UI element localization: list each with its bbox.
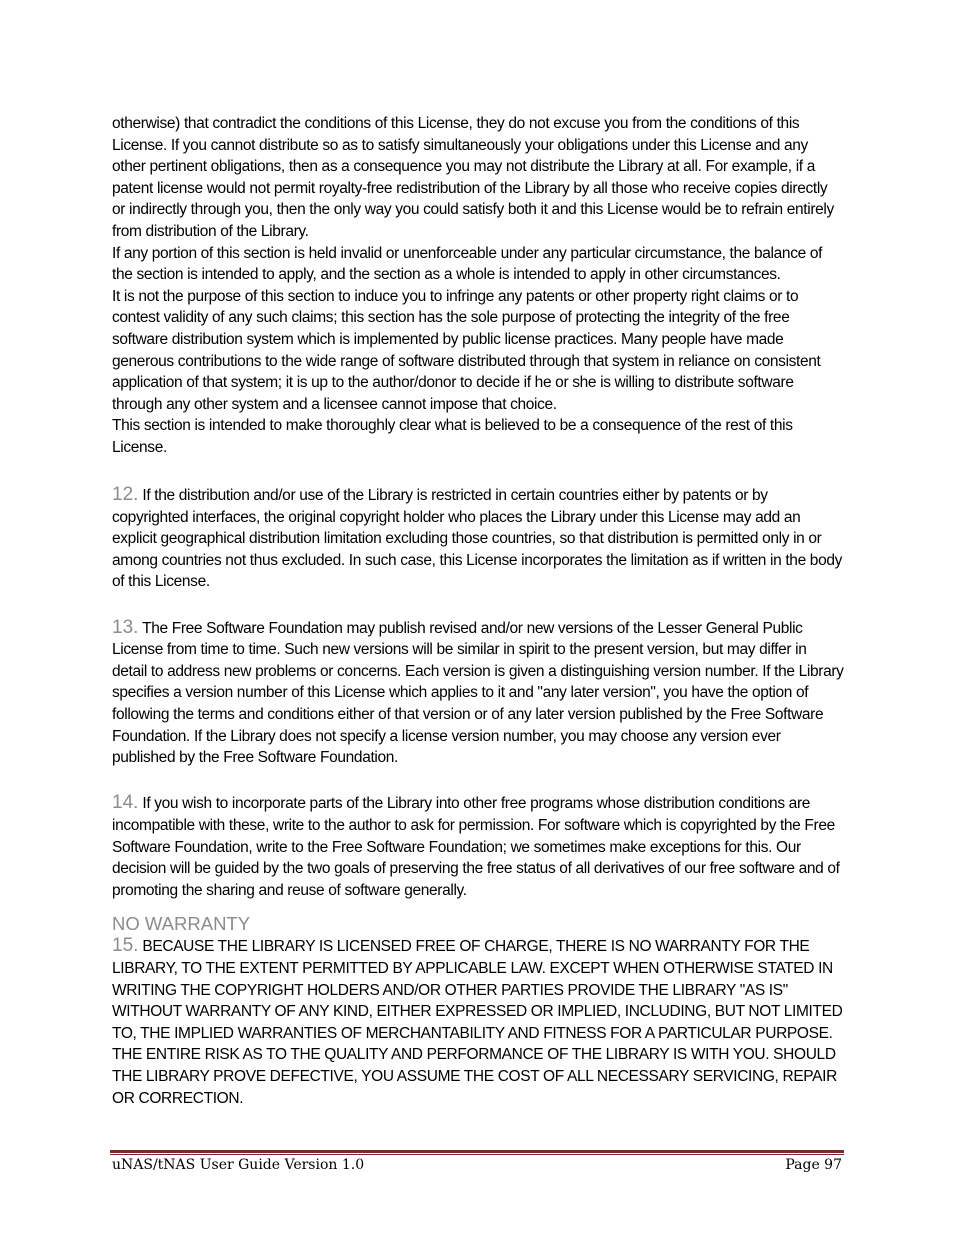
section-text: BECAUSE THE LIBRARY IS LICENSED FREE OF CHARGE, THERE IS NO WARRANTY FOR THE LIBRARY, TO THE EXTENT PERMITTED BY APPLICABLE LAW. EXCEPT WHEN OTHERWISE STATED IN WRITING THE COPYRIGHT HOLDERS AND/OR OTHER PARTIES PROVIDE THE LIBRARY "AS IS" WITHOUT WARRANTY OF ANY KIND, EITHER EXPRESSED OR IMPLIED, INCLUDING, BUT NOT LIMITED TO, THE IMPLIED WARRANTIES OF MERCHANTABILITY AND FITNESS FOR A PARTICULAR PURPOSE. THE ENTIRE RISK AS TO THE QUALITY AND PERFORMANCE OF THE LIBRARY IS WITH YOU. SHOULD THE LIBRARY PROVE DEFECTIVE, YOU ASSUME THE COST OF ALL NECESSARY SERVICING, REPAIR OR CORRECTION.	[112, 938, 843, 1107]
section-number: 15.	[112, 935, 139, 957]
section-text: If you wish to incorporate parts of the Library into other free programs whose distribution conditions are incompatible with these, write to the author to ask for permission. For software which is copyrighted by the Free Software Foundation, write to the Free Software Foundation; we sometimes make exceptions for this. Our decision will be guided by the two goals of preserving the free status of all derivatives of our free software and of promoting the sharing and reuse of software generally.	[112, 795, 840, 899]
paragraph-consequence: This section is intended to make thoroughly clear what is believed to be a consequence of the rest of this License.	[112, 417, 793, 456]
paragraph-invalid-portion: If any portion of this section is held invalid or unenforceable under any particular circumstance, the balance of the section is intended to apply, and the section as a whole is intended to apply in other circumstances.	[112, 244, 823, 284]
section-number: 13.	[112, 616, 139, 638]
paragraph-purpose: It is not the purpose of this section to induce you to infringe any patents or other property right claims or to contest validity of any such claims; this section has the sole purpose of protecting the integrity of the free software distribution system which is implemented by public license practices. Many people have made generous contributions to the wide range of software distributed through that system in reliance on consistent application of that system; it is up to the author/donor to decide if he or she is willing to distribute software through any other system and a licensee cannot impose that choice.	[112, 287, 821, 413]
section-number: 14.	[112, 792, 139, 814]
section-number: 12.	[112, 484, 139, 506]
page-body	[112, 113, 844, 1109]
section-text: The Free Software Foundation may publish revised and/or new versions of the Lesser General Public License from time to time. Such new versions will be similar in spirit to the present version, but may differ in detail to address new problems or concerns. Each version is given a distinguishing version number. If the Library specifies a version number of this License which applies to it and "any later version", you have the option of following the terms and conditions either of that version or of any later version published by the Free Software Foundation. If the Library does not specify a license version number, you may choose any version ever published by the Free Software Foundation.	[112, 619, 844, 767]
footer-divider-thin	[110, 1154, 844, 1155]
footer-document-title: uNAS/tNAS User Guide Version 1.0	[112, 1157, 365, 1173]
section-text: If the distribution and/or use of the Library is restricted in certain countries either by patents or by copyrighted interfaces, the original copyright holder who places the Library under this License may add an explicit geographical distribution limitation excluding those countries, so that distribution is permitted only in or among countries not thus excluded. In such case, this License incorporates the limitation as if written in the body of this License.	[112, 487, 843, 591]
section-14	[112, 792, 844, 901]
spacer	[112, 593, 844, 615]
spacer	[112, 459, 844, 481]
footer-divider	[110, 1150, 844, 1153]
section-15	[112, 935, 844, 1109]
section-13	[112, 617, 844, 769]
paragraph-continuation: otherwise) that contradict the conditions of this License, they do not excuse you from the conditions of this License. If you cannot distribute so as to satisfy simultaneously your obligations under this License and any other pertinent obligations, then as a consequence you may not distribute the Library at all. For example, if a patent license would not permit royalty-free redistribution of the Library by all those who receive copies directly or indirectly through you, then the only way you could satisfy both it and this License would be to refrain entirely from distribution of the Library.	[112, 115, 834, 240]
footer-page-number: Page 97	[785, 1157, 842, 1173]
spacer	[112, 769, 844, 791]
section-12	[112, 484, 844, 593]
heading-no-warranty: NO WARRANTY	[112, 913, 251, 935]
